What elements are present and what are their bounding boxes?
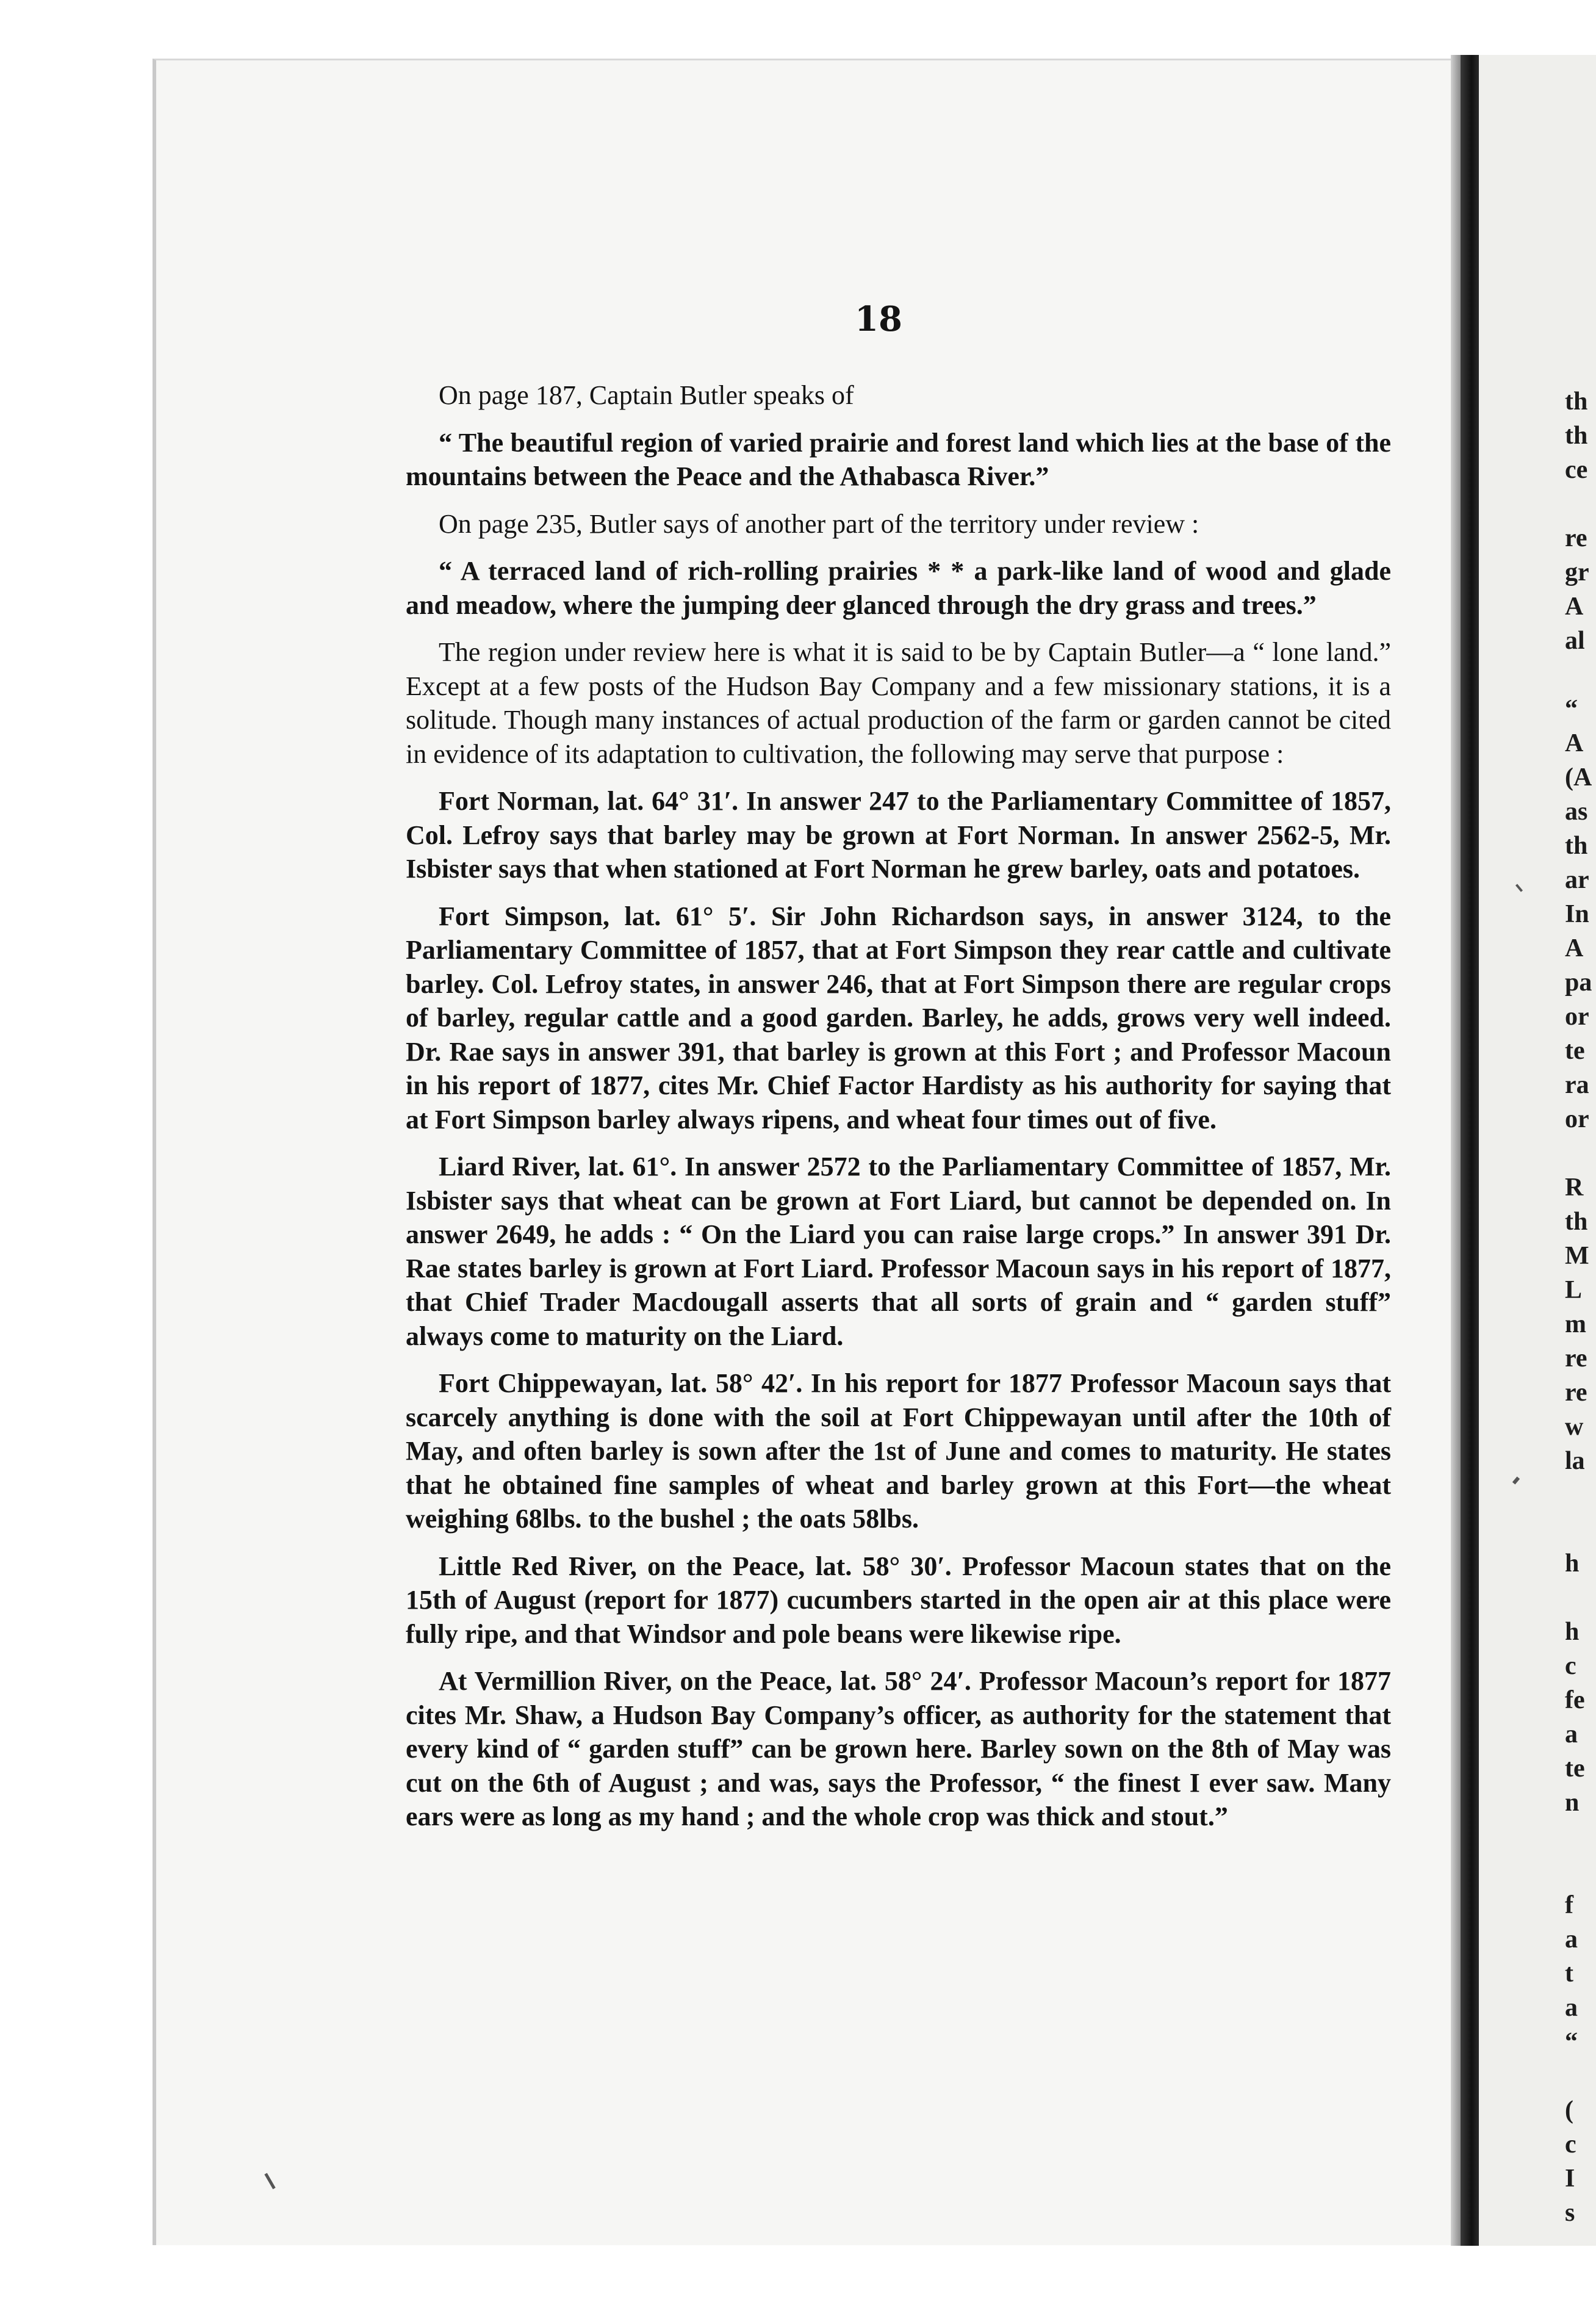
book-binding [1461, 55, 1479, 2246]
right-page-fragment: n [1565, 1789, 1580, 1817]
right-page-fragment: th [1565, 1208, 1588, 1236]
right-page-fragment [1565, 2059, 1596, 2093]
paragraph-vermillion-river: At Vermillion River, on the Peace, lat. 58° 24′. Professor Macoun’s report for 1877 cites Mr. Shaw, a Hudson Bay Company’s officer, as authority for the statement that every kind of “ garden stuff” can be grown here. Barley sown on the 8th of May was cut on the 6th of August ; and was, says the Professor, “ the finest I ever saw. Many ears were as long as my hand ; and the whole crop was thick and stout.” [406, 1666, 1391, 1831]
right-page-fragment: (A [1565, 763, 1592, 792]
right-page-fragment: a [1565, 1720, 1578, 1748]
right-page-fragment: al [1565, 627, 1585, 655]
right-page-fragment: a [1565, 1925, 1578, 1953]
right-page-fragment [1565, 658, 1596, 692]
right-page-fragment: or [1565, 1105, 1589, 1133]
right-page-fragment [1565, 1581, 1596, 1615]
right-page-fragment [1565, 1854, 1596, 1888]
right-page-fragment: pa [1565, 968, 1592, 997]
gutter-shadow [1451, 55, 1461, 2246]
right-page-fragment: f [1565, 1891, 1573, 1919]
right-page-fragment: A [1565, 729, 1584, 757]
quote-beautiful-region: “ The beautiful region of varied prairie and forest land which lies at the base of the mountains between the Peace and the Athabasca River.” [406, 427, 1391, 491]
right-page-fragment [1565, 1136, 1596, 1170]
right-page-fragment: fe [1565, 1686, 1585, 1714]
right-page-fragment: ce [1565, 456, 1588, 484]
paragraph-fort-norman: Fort Norman, lat. 64° 31′. In answer 247 to the Parliamentary Committee of 1857, Col. Lefroy says that barley may be grown at Fort Norman. In answer 2562-5, Mr. Isbister says that when stationed at Fort Norman he grew barley, oats and potatoes. [406, 786, 1391, 884]
right-page-fragment: In [1565, 900, 1589, 928]
right-page-fragment: gr [1565, 558, 1589, 586]
right-page-fragment: re [1565, 1379, 1587, 1407]
right-page-fragment: m [1565, 1310, 1586, 1338]
right-page-fragment: c [1565, 1652, 1576, 1680]
right-page-fragment: t [1565, 1960, 1573, 1988]
right-page-fragment [1565, 1820, 1596, 1854]
paragraph-butler-intro: On page 187, Captain Butler speaks of [439, 380, 854, 410]
paragraph-fort-chippewayan: Fort Chippewayan, lat. 58° 42′. In his report for 1877 Professor Macoun says that scarcely anything is done with the soil at Fort Chippewayan until after the 10th of May, and often barley is sown after the 1st of June and comes to maturity. He states that he obtained fine samples of wheat and barley grown at this Fort—the wheat weighing 68lbs. to the bushel ; the oats 58lbs. [406, 1368, 1391, 1534]
right-page-fragment: L [1565, 1276, 1583, 1304]
right-page-fragment: re [1565, 524, 1587, 552]
right-page-fragment: A [1565, 593, 1584, 621]
body-text [406, 378, 1391, 2087]
right-page-fragment: or [1565, 1003, 1589, 1031]
right-page-fragment: te [1565, 1037, 1585, 1065]
right-page-fragment: re [1565, 1344, 1587, 1372]
paragraph-liard-river: Liard River, lat. 61°. In answer 2572 to the Parliamentary Committee of 1857, Mr. Isbister says that wheat can be grown at Fort Liard, but cannot be depended on. In answer 2649, he adds : “ On the Liard you can raise large crops.” In answer 391 Dr. Rae states barley is grown at Fort Liard. Professor Macoun says in his report of 1877, that Chief Trader Macdougall asserts that all sorts of grain and “ garden stuff” always come to maturity on the Liard. [406, 1152, 1391, 1351]
right-page-fragment: h [1565, 1618, 1580, 1646]
right-page-fragment: th [1565, 388, 1588, 416]
right-page-fragment: s [1565, 2199, 1575, 2227]
right-page-fragment: as [1565, 798, 1588, 826]
right-page-fragment: ( [1565, 2096, 1573, 2124]
right-page-fragment: “ [1565, 695, 1578, 723]
right-page-fragment: ar [1565, 866, 1589, 894]
right-page-fragment: R [1565, 1174, 1584, 1202]
paragraph-fort-simpson: Fort Simpson, lat. 61° 5′. Sir John Richardson says, in answer 3124, to the Parliamentary Committee of 1857, that at Fort Simpson they rear cattle and cultivate barley. Col. Lefroy states, in answer 246, that at Fort Simpson there are regular crops of barley, regular cattle and a good garden. Barley, he adds, grows very well indeed. Dr. Rae says in answer 391, that barley is grown at this Fort ; and Professor Macoun in his report of 1877, cites Mr. Chief Factor Hardisty as his authority for saying that at Fort Simpson barley always ripens, and wheat four times out of five. [406, 901, 1391, 1134]
right-page-fragment [1565, 1512, 1596, 1546]
paragraph-little-red-river: Little Red River, on the Peace, lat. 58° 30′. Professor Macoun states that on the 15th of August (report for 1877) cucumbers started in the open air at this place were fully ripe, and that Windsor and pole beans were likewise ripe. [406, 1551, 1391, 1649]
right-page-fragment: w [1565, 1413, 1584, 1441]
right-page-fragment: th [1565, 832, 1588, 860]
right-page-fragment: “ [1565, 2028, 1578, 2056]
right-page-fragment: h [1565, 1549, 1580, 1578]
right-page-fragment: I [1565, 2165, 1575, 2193]
right-page-fragment [1565, 487, 1596, 521]
paragraph-lone-land: The region under review here is what it is said to be by Captain Butler—a “ lone land.” Except at a few posts of the Hudson Bay Company and a few missionary stations, it is a solitude. Though many instances of actual production of the farm or garden cannot be cited in evidence of its adaptation to cultivation, the following may serve that purpose : [406, 637, 1391, 769]
right-page-fragments [1565, 384, 1596, 2227]
right-page-fragment: th [1565, 422, 1588, 450]
right-page-fragment: M [1565, 1242, 1589, 1270]
right-page-fragment: c [1565, 2130, 1576, 2159]
right-page-fragment: A [1565, 934, 1584, 962]
paragraph-page-235: On page 235, Butler says of another part of the territory under review : [439, 508, 1199, 539]
page-number: 18 [855, 299, 902, 339]
right-page-fragment [1565, 1478, 1596, 1512]
right-page-fragment: la [1565, 1447, 1585, 1475]
right-page-fragment: te [1565, 1755, 1585, 1783]
right-page-fragment: ra [1565, 1071, 1589, 1099]
right-page-fragment: a [1565, 1994, 1578, 2022]
quote-terraced-land: “ A terraced land of rich-rolling prairies * * a park-like land of wood and glade and meadow, where the jumping deer glanced through the dry grass and trees.” [406, 556, 1391, 620]
